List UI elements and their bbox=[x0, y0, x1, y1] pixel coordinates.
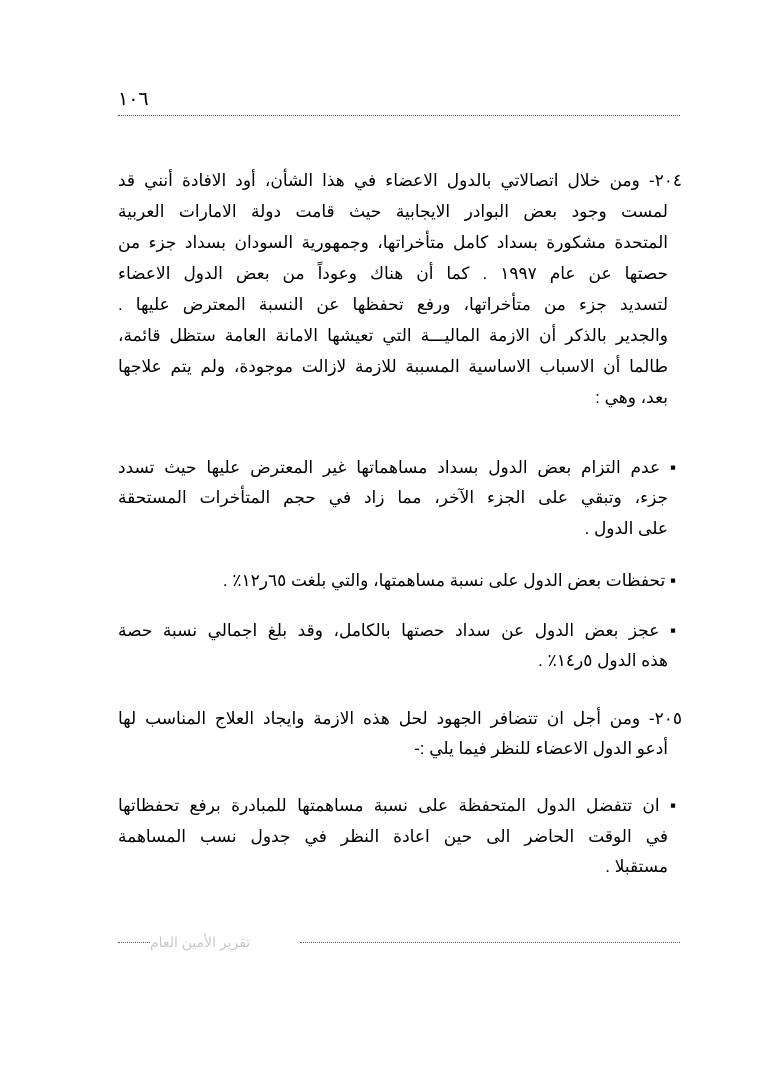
list-item-continuation: جزء، وتبقي على الجزء الآخر، مما زاد في حجم المتأخرات المستحقة bbox=[118, 488, 668, 507]
list-item-continuation: على الدول . bbox=[584, 519, 668, 538]
text-line: ٢٠٤- ومن خلال اتصالاتي بالدول الاعضاء في هذا الشأن، أود الافادة أنني قد bbox=[118, 171, 682, 190]
list-item: ▪ ان تتفضل الدول المتحفظة على نسبة مساهمتها للمبادرة برفع تحفظاتها bbox=[118, 796, 676, 815]
list-item: ▪ عجز بعض الدول عن سداد حصتها بالكامل، وقد بلغ اجمالي نسبة حصة bbox=[118, 621, 676, 640]
text-line: طالما أن الاسباب الاساسية المسببة للازمة لازالت موجودة، ولم يتم علاجها bbox=[118, 357, 668, 376]
header-divider bbox=[118, 115, 680, 116]
text-line: والجدير بالذكر أن الازمة الماليـــة التي تعيشها الامانة العامة ستظل قائمة، bbox=[118, 326, 668, 345]
text-line: ٢٠٥- ومن أجل ان تتضافر الجهود لحل هذه الازمة وايجاد العلاج المناسب لها bbox=[118, 709, 682, 728]
text-line: لمست وجود بعض البوادر الايجابية حيث قامت دولة الامارات العربية bbox=[118, 202, 668, 221]
text-line: بعد، وهي : bbox=[595, 388, 668, 407]
list-item: ▪ عدم التزام بعض الدول بسداد مساهماتها غير المعترض عليها حيث تسدد bbox=[118, 458, 676, 477]
footer-divider-short bbox=[118, 942, 150, 943]
list-item-continuation: مستقبلا . bbox=[605, 857, 668, 876]
text-line: المتحدة مشكورة بسداد كامل متأخراتها، وجمهورية السودان بسداد جزء من bbox=[118, 233, 668, 252]
footer-title: تقرير الأمين العام bbox=[150, 934, 251, 950]
page-number: ١٠٦ bbox=[118, 89, 149, 110]
list-item: ▪ تحفظات بعض الدول على نسبة مساهمتها، والتي بلغت ٦٥ر١٢٪ . bbox=[222, 571, 676, 590]
footer-divider bbox=[300, 942, 680, 943]
text-line: لتسديد جزء من متأخراتها، ورفع تحفظها عن النسبة المعترض عليها . bbox=[118, 295, 668, 314]
text-line: حصتها عن عام ١٩٩٧ . كما أن هناك وعوداً من بعض الدول الاعضاء bbox=[118, 264, 668, 283]
text-line: أدعو الدول الاعضاء للنظر فيما يلي :- bbox=[414, 739, 668, 758]
list-item-continuation: في الوقت الحاضر الى حين اعادة النظر في جدول نسب المساهمة bbox=[118, 827, 668, 846]
list-item-continuation: هذه الدول ٥ر١٤٪ . bbox=[538, 651, 668, 670]
